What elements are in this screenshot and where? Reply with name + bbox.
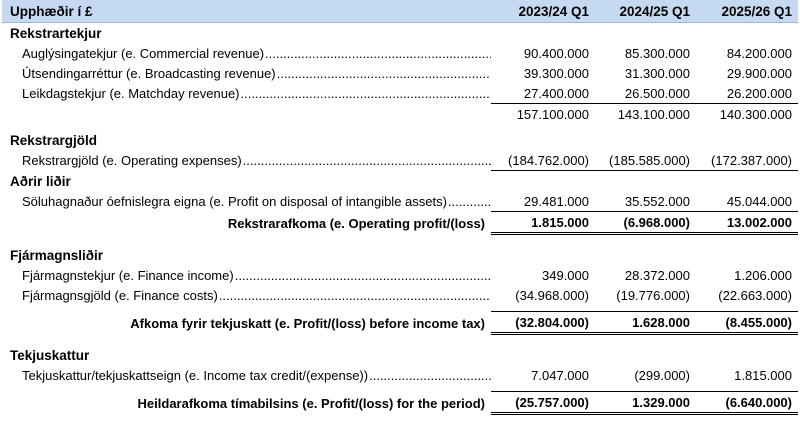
table-row	[2, 83, 798, 104]
table-row	[2, 43, 798, 63]
tax-section-title: Tekjuskattur	[10, 347, 90, 363]
table-row	[2, 191, 798, 211]
subtotal-value: 143.100.000	[617, 106, 690, 122]
subtotal-value: 140.300.000	[719, 106, 792, 122]
spacer	[2, 335, 798, 345]
row-value: 84.200.000	[726, 45, 792, 61]
section-row	[2, 23, 798, 43]
total-value: 1.815.000	[491, 211, 595, 235]
row-label: Útsendingarréttur (e. Broadcasting revenue)	[22, 65, 276, 81]
row-value: 29.900.000	[726, 65, 792, 81]
table-row	[2, 265, 798, 285]
row-label: Tekjuskattur/tekjuskattseign (e. Income tax credit/(expense))	[22, 367, 369, 383]
row-value: 349.000	[542, 267, 589, 283]
period-header-1: 2023/24 Q1	[491, 0, 595, 23]
row-value: 27.400.000	[491, 83, 595, 104]
row-label: Leikdagstekjur (e. Matchday revenue)	[22, 86, 240, 101]
total-value: (25.757.000)	[491, 391, 595, 415]
finance-section-title: Fjármagnsliðir	[10, 247, 104, 263]
revenue-subtotal-row	[2, 104, 798, 124]
operating-profit-row	[2, 211, 798, 235]
row-value: 26.500.000	[595, 83, 696, 104]
profit-before-tax-row	[2, 311, 798, 335]
row-value: (34.968.000)	[515, 287, 589, 303]
section-row	[2, 171, 798, 191]
period-header-3: 2025/26 Q1	[696, 0, 798, 23]
table-row	[2, 285, 798, 305]
section-row	[2, 245, 798, 265]
row-value: 29.481.000	[523, 193, 589, 209]
row-label: Auglýsingatekjur (e. Commercial revenue)	[22, 45, 265, 61]
row-value: 1.815.000	[734, 367, 792, 383]
other-section-title: Aðrir liðir	[10, 173, 71, 189]
row-value: 26.200.000	[696, 83, 798, 104]
row-value: 90.400.000	[523, 45, 589, 61]
revenue-section-title: Rekstrartekjur	[10, 25, 102, 41]
row-value: (22.663.000)	[718, 287, 792, 303]
row-value: 85.300.000	[624, 45, 690, 61]
period-profit-row	[2, 391, 798, 415]
total-label: Heildarafkoma tímabilsins (e. Profit/(loss) for the period)	[137, 395, 485, 411]
total-value: (32.804.000)	[491, 311, 595, 335]
total-value: 1.329.000	[595, 391, 696, 415]
row-label: Fjármagnstekjur (e. Finance income)	[22, 267, 234, 283]
row-value: (19.776.000)	[616, 287, 690, 303]
row-label: Rekstrargjöld (e. Operating expenses)	[22, 153, 242, 168]
table-row	[2, 150, 798, 171]
total-value: (6.968.000)	[595, 211, 696, 235]
row-value: 7.047.000	[531, 367, 589, 383]
row-value: (299.000)	[634, 367, 690, 383]
row-label: Fjármagnsgjöld (e. Finance costs)	[22, 287, 218, 303]
row-value: 1.206.000	[734, 267, 792, 283]
total-label: Afkoma fyrir tekjuskatt (e. Profit/(loss) before income tax)	[130, 315, 485, 331]
table-row	[2, 365, 798, 385]
total-label: Rekstrarafkoma (e. Operating profit/(loss)	[227, 215, 485, 231]
row-value: (172.387.000)	[696, 150, 798, 171]
total-value: (6.640.000)	[696, 391, 798, 415]
header-row	[2, 0, 798, 23]
section-row	[2, 130, 798, 150]
row-value: 35.552.000	[624, 193, 690, 209]
row-value: 39.300.000	[523, 65, 589, 81]
total-value: 13.002.000	[696, 211, 798, 235]
currency-header: Upphæðir í £	[2, 0, 491, 23]
expenses-section-title: Rekstrargjöld	[10, 132, 98, 148]
row-value: 45.044.000	[726, 193, 792, 209]
row-value: 31.300.000	[624, 65, 690, 81]
table-row	[2, 63, 798, 83]
period-header-2: 2024/25 Q1	[595, 0, 696, 23]
row-label: Söluhagnaður óefnislegra eigna (e. Profit on disposal of intangible assets)	[22, 193, 447, 209]
subtotal-value: 157.100.000	[516, 106, 589, 122]
row-value: (185.585.000)	[595, 150, 696, 171]
total-value: (8.455.000)	[696, 311, 798, 335]
row-value: 28.372.000	[624, 267, 690, 283]
income-statement-table	[2, 0, 798, 415]
section-row	[2, 345, 798, 365]
total-value: 1.628.000	[595, 311, 696, 335]
row-value: (184.762.000)	[491, 150, 595, 171]
spacer	[2, 235, 798, 245]
